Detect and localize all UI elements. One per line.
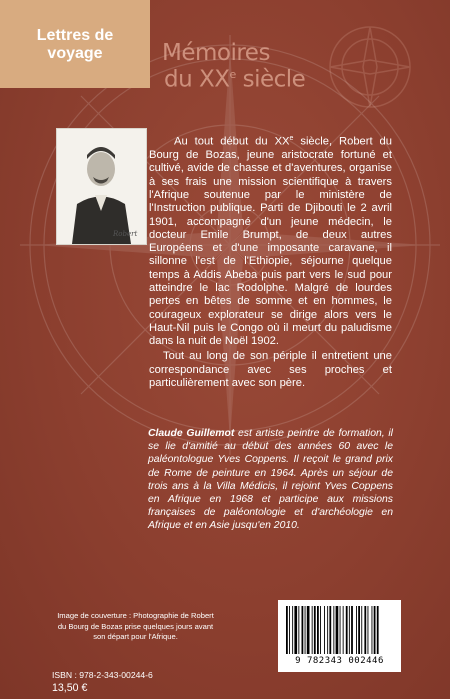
author-bio-text: est artiste peintre de formation, il se lie d'amitié au début des années 60 avec le paléontologue Yves Coppens. Il reçoit le grand prix de Rome de peinture en 1964. Après un séjour de trois ans à la Villa Médicis, il rejoint Yves Coppens en Afrique en 1968 et participe aux missions françaises de paléontologie et d'archéologie en Afrique et en Asie jusqu'en 2010. [148,428,393,532]
series-title [162,42,362,91]
collection-label-line1: Lettres de [36,27,114,44]
cover-image-credit: Image de couverture : Photographie de Robert du Bourg de Bozas prise quelques jours avant son départ pour l'Afrique. [57,611,214,642]
author-bio [148,427,393,533]
summary-text [149,132,392,390]
series-title-line2: du XXe siècle [164,66,306,93]
summary-paragraph-1: Au tout début du XXe siècle, Robert du Bourg de Bozas, jeune aristocrate fortuné et cultivé, avide de chasse et d'aventures, organise à ses frais une mission scientifique à travers l'Afrique soutenue par le ministère de l'Instruction publique. Parti de Djibouti le 2 avril 1901, accompagné d'un jeune médecin, le docteur Emile Brumpt, de deux autres Européens et d'une imposante caravane, il sillonne l'est de l'Ethiopie, séjourne quelque temps à Addis Abeba puis part vers le sud pour atteindre le lac Rodolphe. Malgré de lourdes pertes en bêtes de somme et en hommes, le courageux explorateur se dirige alors vers le Haut-Nil puis le Congo où il meurt du paludisme dans la nuit de Noël 1902. [149,135,392,348]
barcode-digits: 9 782343 002446 [295,656,384,666]
price: 13,50 € [52,682,88,694]
collection-label-line2: voyage [47,45,103,62]
barcode [278,600,401,672]
series-title-line1: Mémoires [162,40,270,66]
isbn: ISBN : 978-2-343-00244-6 [52,670,153,680]
author-name: Claude Guillemot [148,428,235,439]
summary-paragraph-2: Tout au long de son périple il entretient une correspondance avec ses proches et particulièrement avec son père. [149,350,392,390]
photo-signature: Robert [113,230,138,238]
collection-label [0,0,150,88]
author-portrait-photo [56,128,147,245]
barcode-bars [286,606,393,656]
